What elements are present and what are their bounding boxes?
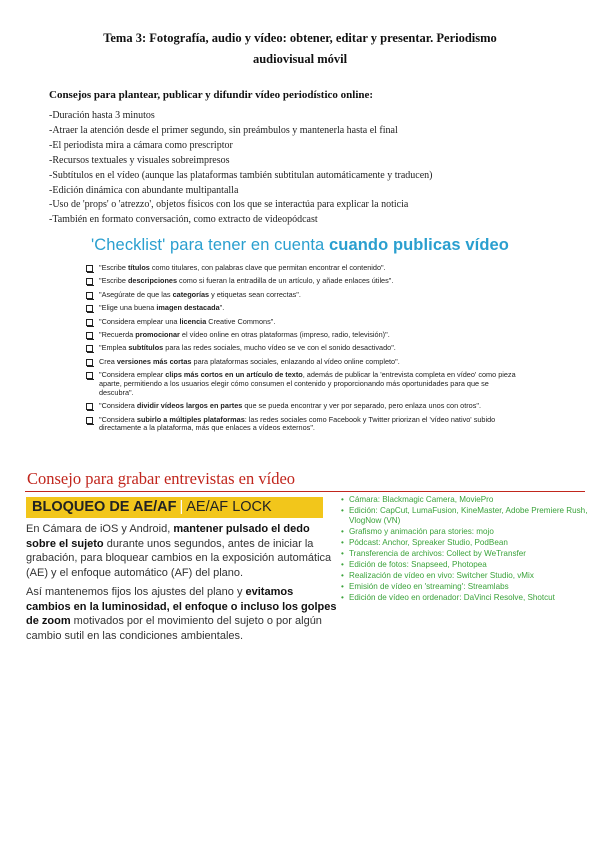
- checklist-item-bold: subirlo a múltiples plataformas: [136, 414, 245, 424]
- checklist-item-text: "Escribe: [99, 263, 128, 272]
- checkbox-icon: [86, 278, 93, 285]
- checklist-item-bold: licencia: [179, 316, 207, 326]
- checklist-item-bold: descripciones: [127, 276, 178, 286]
- consejo-item: -Duración hasta 3 minutos: [49, 110, 155, 121]
- consejo-item: -Subtítulos en el vídeo (aunque las plataformas también subtitulan automáticamente y traducen): [49, 169, 433, 181]
- page-title-line-2: audiovisual móvil: [252, 52, 348, 66]
- consejo-item: -Uso de 'props' o 'atrezzo', objetos físicos con los que se interactúa para explicar la noticia: [49, 199, 409, 211]
- tool-item: • Edición de fotos: Snapseed, Photopea: [341, 560, 597, 570]
- paragraph-bold: evitamos cambios en la luminosidad, el enfoque o incluso los golpes de zoom: [26, 586, 337, 628]
- checklist-item-text: como titulares, con palabras clave que permitan encontrar el contenido".: [149, 263, 386, 272]
- checklist-item-text: Creative Commons".: [206, 316, 276, 326]
- consejos-list: [49, 109, 433, 228]
- checklist-item: [86, 331, 516, 340]
- banner-separator: |: [179, 499, 184, 515]
- paragraph-text: Así mantenemos fijos los ajustes del plano y: [26, 586, 246, 598]
- checklist-item-text: "Elige una buena: [99, 303, 157, 313]
- checkbox-icon: [86, 319, 93, 326]
- checkbox-icon: [86, 417, 93, 424]
- checklist-title-bold: cuando publicas vídeo: [329, 236, 509, 254]
- checkbox-icon: [86, 305, 93, 312]
- consejo-item: -El periodista mira a cámara como prescriptor: [49, 139, 233, 151]
- consejos-heading: Consejos para plantear, publicar y difundir vídeo periodístico online:: [49, 89, 374, 101]
- checklist-item-text: el vídeo online en otras plataformas (impreso, radio, televisión)".: [179, 329, 390, 339]
- ae-af-paragraph-2: [26, 585, 338, 643]
- checklist-item: [86, 416, 516, 434]
- tool-item: • Transferencia de archivos: Collect by WeTransfer: [341, 549, 597, 559]
- checklist-item-text: ".: [219, 303, 225, 313]
- tool-item: • Grafismo y animación para stories: mojo: [341, 527, 597, 537]
- checklist-item-bold: versiones más cortas: [116, 356, 192, 366]
- checklist-item-text: y etiquetas sean correctas".: [209, 289, 301, 299]
- checklist-item-bold: promocionar: [135, 329, 180, 339]
- checklist-item-bold: clips más cortos en un artículo de texto: [165, 370, 303, 380]
- consejo-item: -Recursos textuales y visuales sobreimpresos: [49, 154, 230, 166]
- checklist: [86, 264, 516, 438]
- banner-rest: AE/AF LOCK: [186, 499, 272, 515]
- checkbox-icon: [86, 359, 93, 366]
- checkbox-icon: [86, 265, 93, 272]
- paragraph-text: En Cámara de iOS y Android,: [26, 523, 174, 535]
- consejo-item: -También en formato conversación, como extracto de videopódcast: [49, 214, 318, 226]
- checklist-item-bold: imagen destacada: [156, 303, 220, 313]
- checklist-item-text: que se pueda encontrar y ver por separado, pero enlaza unos con otros".: [242, 401, 482, 411]
- checklist-item: [86, 277, 516, 286]
- checklist-item-bold: dividir vídeos largos en partes: [136, 401, 243, 411]
- paragraph-text: motivados por el movimiento del sujeto o por algún cambio sutil en las condiciones ambientales.: [26, 615, 322, 642]
- checklist-item-text: "Considera: [99, 414, 137, 424]
- checklist-item-bold: títulos: [127, 263, 150, 272]
- checklist-item: [86, 358, 516, 367]
- checklist-item-text: : las redes sociales como Facebook y Twitter priorizan el 'vídeo nativo' subido directamente a la plataforma, más que enlaces a vídeos externos".: [99, 414, 496, 433]
- tool-item: • Realización de vídeo en vivo: Switcher Studio, vMix: [341, 571, 597, 581]
- checklist-item-bold: categorías: [172, 289, 210, 299]
- checklist-item: [86, 291, 516, 300]
- checklist-item-text: "Recuerda: [99, 329, 136, 339]
- checklist-item: [86, 264, 516, 273]
- checkbox-icon: [86, 332, 93, 339]
- checklist-item-text: Crea: [99, 356, 117, 366]
- checklist-title-normal: 'Checklist' para tener en cuenta: [91, 236, 329, 254]
- page-title-line-1: Tema 3: Fotografía, audio y vídeo: obtener, editar y presentar. Periodismo: [103, 31, 497, 45]
- checklist-title: [0, 236, 600, 255]
- checklist-item: [86, 402, 516, 411]
- tool-item: • Edición: CapCut, LumaFusion, KineMaster, Adobe Premiere Rush, VlogNow (VN): [341, 506, 597, 527]
- checklist-item-text: para las redes sociales, mucho vídeo se ve con el sonido desactivado".: [163, 343, 396, 353]
- checklist-item-text: "Considera emplear: [99, 370, 166, 380]
- checkbox-icon: [86, 345, 93, 352]
- consejo-item: -Atraer la atención desde el primer segundo, sin preámbulos y mantenerla hasta el final: [49, 124, 398, 136]
- checklist-item-text: "Considera: [99, 401, 137, 411]
- checklist-item: [86, 304, 516, 313]
- checklist-item: [86, 371, 516, 397]
- ae-af-paragraph-1: [26, 522, 338, 580]
- checklist-item-text: "Considera emplear una: [99, 316, 180, 326]
- tool-item: • Emisión de vídeo en 'streaming': Streamlabs: [341, 582, 597, 592]
- checkbox-icon: [86, 372, 93, 379]
- banner-bold: BLOQUEO DE AE/AF: [32, 499, 177, 515]
- page-title: [40, 28, 560, 70]
- checkbox-icon: [86, 403, 93, 410]
- tool-item: • Pódcast: Anchor, Spreaker Studio, PodBean: [341, 538, 597, 548]
- tools-list: [341, 495, 597, 604]
- paragraph-bold: mantener pulsado el dedo sobre el sujeto: [26, 523, 310, 550]
- checklist-item-text: , además de publicar la 'entrevista completa en vídeo' como pieza aparte, permitiendo a los usuarios elegir cómo consumen el contenido y proporcionando más oportunidades para que se descubra".: [99, 370, 516, 397]
- checklist-item: [86, 344, 516, 353]
- checkbox-icon: [86, 292, 93, 299]
- tool-item: • Edición de vídeo en ordenador: DaVinci Resolve, Shotcut: [341, 593, 597, 603]
- checklist-item-text: "Escribe: [99, 276, 128, 286]
- consejo-grabar-title: Consejo para grabar entrevistas en vídeo: [27, 469, 296, 488]
- checklist-item: [86, 318, 516, 327]
- ae-af-lock-banner: [26, 497, 323, 518]
- checklist-item-text: "Emplea: [99, 343, 129, 353]
- consejo-item: -Edición dinámica con abundante multipantalla: [49, 184, 239, 196]
- checklist-item-text: "Asegúrate de que las: [99, 289, 173, 299]
- title-divider: [25, 491, 585, 492]
- checklist-item-bold: subtítulos: [128, 343, 164, 353]
- checklist-item-text: como si fueran la entradilla de un artículo, y añade enlaces útiles".: [177, 276, 394, 286]
- checklist-item-text: para plataformas sociales, enlazando al vídeo online completo".: [191, 356, 400, 366]
- tool-item: • Cámara: Blackmagic Camera, MoviePro: [341, 495, 597, 505]
- paragraph-text: durante unos segundos, antes de iniciar la grabación, para bloquear cambios en la exposición automática (AE) y el enfoque automático (AF) del plano.: [26, 537, 332, 579]
